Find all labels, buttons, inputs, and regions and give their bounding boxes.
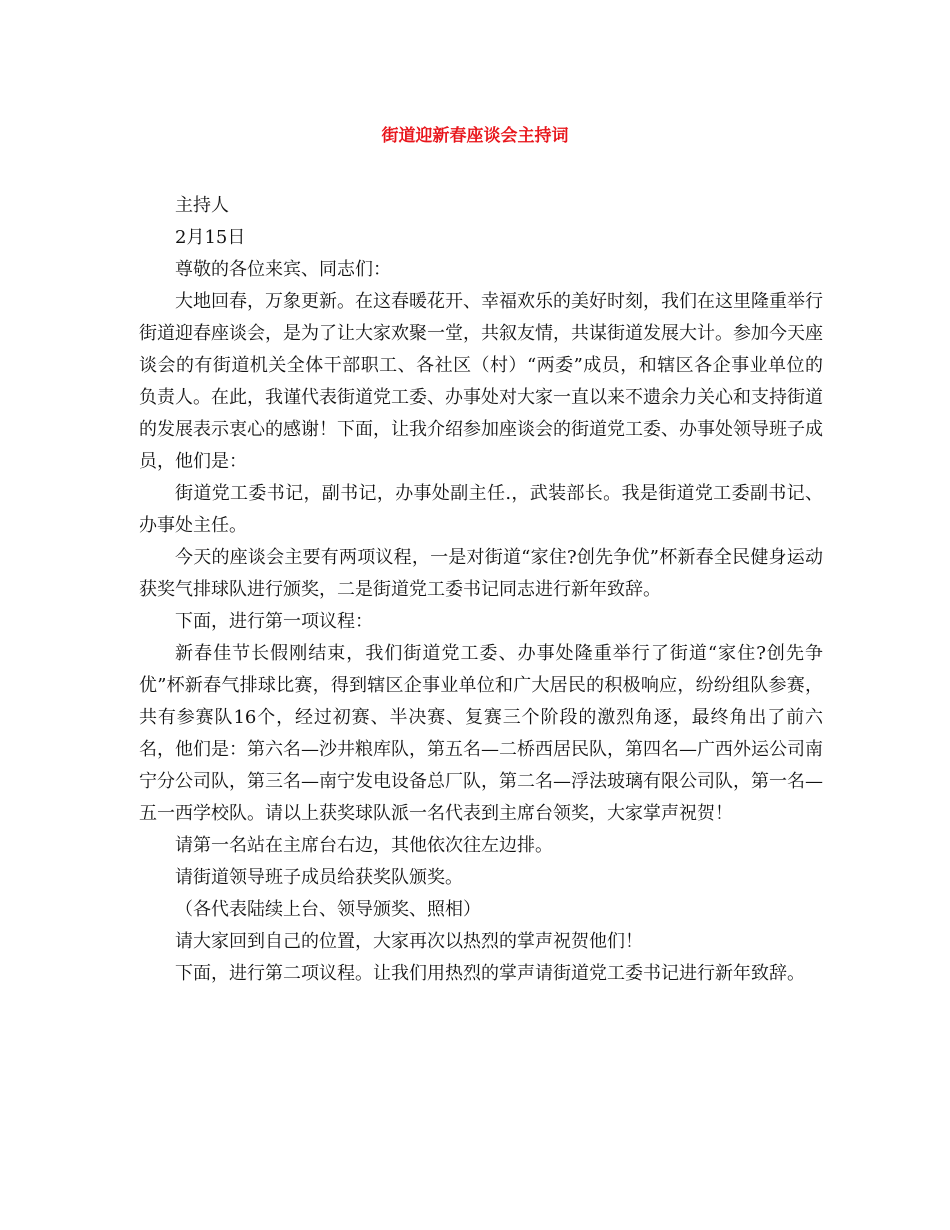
award-instruction: 请街道领导班子成员给获奖队颁奖。 (175, 867, 463, 888)
document-body (139, 190, 823, 990)
first-item-intro: 下面，进行第一项议程： (175, 611, 373, 632)
host-label: 主持人 (175, 195, 229, 216)
stage-note: （各代表陆续上台、领导颁奖、照相） (175, 899, 481, 920)
document-title: 街道迎新春座谈会主持词 (381, 126, 569, 146)
lineup-instruction: 请第一名站在主席台右边，其他依次往左边排。 (175, 835, 553, 856)
agenda-paragraph: 今天的座谈会主要有两项议程，一是对街道“家住?创先争优”杯新春全民健身运动获奖气排球队进行颁奖，二是街道党工委书记同志进行新年致辞。 (139, 547, 823, 600)
tournament-paragraph: 新春佳节长假刚结束，我们街道党工委、办事处隆重举行了街道“家住?创先争优”杯新春气排球比赛，得到辖区企事业单位和广大居民的积极响应，纷纷组队参赛，共有参赛队16个，经过初赛、半决赛、复赛三个阶段的激烈角逐，最终角出了前六名，他们是：第六名—沙井粮库队，第五名—二桥西居民队，第四名—广西外运公司南宁分公司队，第三名—南宁发电设备总厂队，第二名—浮法玻璃有限公司队，第一名—五一西学校队。请以上获奖球队派一名代表到主席台领奖，大家掌声祝贺！ (139, 643, 823, 824)
salutation: 尊敬的各位来宾、同志们： (175, 259, 391, 280)
opening-paragraph: 大地回春，万象更新。在这春暖花开、幸福欢乐的美好时刻，我们在这里隆重举行街道迎春座谈会，是为了让大家欢聚一堂，共叙友情，共谋街道发展大计。参加今天座谈会的有街道机关全体干部职工、各社区（村）“两委”成员，和辖区各企事业单位的负责人。在此，我谨代表街道党工委、办事处对大家一直以来不遗余力关心和支持街道的发展表示衷心的感谢！下面，让我介绍参加座谈会的街道党工委、办事处领导班子成员，他们是： (139, 291, 823, 472)
second-item-paragraph: 下面，进行第二项议程。让我们用热烈的掌声请街道党工委书记进行新年致辞。 (175, 963, 805, 984)
applause-paragraph: 请大家回到自己的位置，大家再次以热烈的掌声祝贺他们！ (175, 931, 643, 952)
leaders-paragraph: 街道党工委书记，副书记，办事处副主任.，武装部长。我是街道党工委副书记、办事处主任。 (139, 483, 823, 536)
date-line: 2月15日 (175, 227, 246, 248)
